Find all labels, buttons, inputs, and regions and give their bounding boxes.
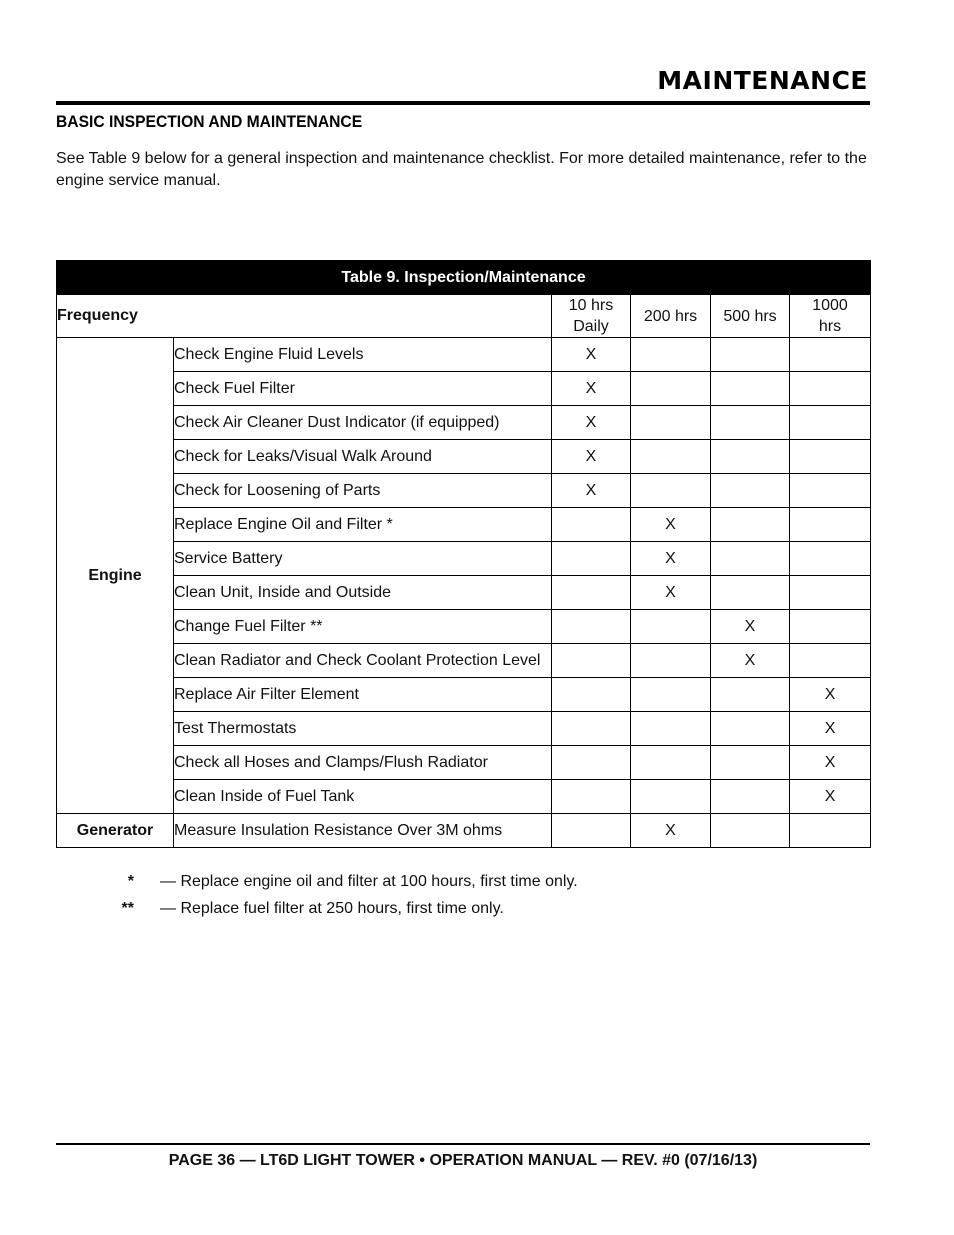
frequency-label: Frequency <box>57 295 552 338</box>
task-cell: Clean Unit, Inside and Outside <box>174 576 552 610</box>
interval-mark <box>711 678 790 712</box>
interval-mark <box>790 814 871 848</box>
interval-mark: X <box>790 746 871 780</box>
column-header: 200 hrs <box>631 295 711 338</box>
interval-mark <box>552 678 631 712</box>
interval-mark <box>552 576 631 610</box>
footnote-symbol: * <box>127 872 134 890</box>
task-cell: Clean Inside of Fuel Tank <box>174 780 552 814</box>
interval-mark <box>711 372 790 406</box>
column-header: 10 hrs Daily <box>552 295 631 338</box>
task-cell: Check for Loosening of Parts <box>174 474 552 508</box>
footnotes <box>56 868 870 922</box>
interval-mark <box>790 576 871 610</box>
task-cell: Check Fuel Filter <box>174 372 552 406</box>
interval-mark <box>552 542 631 576</box>
footnote-text: — Replace engine oil and filter at 100 hours, first time only. <box>160 872 578 890</box>
interval-mark <box>711 406 790 440</box>
interval-mark <box>790 474 871 508</box>
interval-mark: X <box>790 780 871 814</box>
table-row <box>57 576 871 610</box>
interval-mark: X <box>711 644 790 678</box>
interval-mark <box>631 440 711 474</box>
interval-mark <box>631 746 711 780</box>
interval-mark: X <box>711 610 790 644</box>
interval-mark <box>790 372 871 406</box>
table-row <box>57 542 871 576</box>
interval-mark: X <box>790 678 871 712</box>
intro-paragraph: See Table 9 below for a general inspection and maintenance checklist. For more detailed maintenance, refer to the engine service manual. <box>56 150 867 189</box>
interval-mark <box>552 814 631 848</box>
interval-mark <box>790 338 871 372</box>
table-row <box>57 746 871 780</box>
footnote <box>56 868 870 895</box>
interval-mark: X <box>631 814 711 848</box>
top-divider <box>56 101 870 105</box>
interval-mark <box>552 746 631 780</box>
interval-mark <box>711 542 790 576</box>
interval-mark <box>711 338 790 372</box>
footnote <box>56 895 870 922</box>
interval-mark <box>711 440 790 474</box>
table-row <box>57 678 871 712</box>
interval-mark <box>631 610 711 644</box>
table-row <box>57 610 871 644</box>
task-cell: Check for Leaks/Visual Walk Around <box>174 440 552 474</box>
bottom-divider <box>56 1143 870 1145</box>
interval-mark <box>711 780 790 814</box>
task-cell: Change Fuel Filter ** <box>174 610 552 644</box>
interval-mark <box>631 780 711 814</box>
task-cell: Service Battery <box>174 542 552 576</box>
table-row <box>57 440 871 474</box>
interval-mark: X <box>552 440 631 474</box>
interval-mark <box>711 712 790 746</box>
group-label: Engine <box>57 338 174 814</box>
table-body <box>57 338 871 848</box>
task-cell: Check all Hoses and Clamps/Flush Radiator <box>174 746 552 780</box>
footnote-text: — Replace fuel filter at 250 hours, first time only. <box>160 899 504 917</box>
interval-mark <box>790 440 871 474</box>
task-cell: Check Air Cleaner Dust Indicator (if equipped) <box>174 406 552 440</box>
interval-mark <box>631 678 711 712</box>
table-row <box>57 644 871 678</box>
task-cell: Replace Air Filter Element <box>174 678 552 712</box>
interval-mark <box>631 338 711 372</box>
interval-mark <box>631 372 711 406</box>
interval-mark <box>552 508 631 542</box>
interval-mark <box>552 712 631 746</box>
interval-mark <box>631 406 711 440</box>
interval-mark: X <box>631 542 711 576</box>
table-row <box>57 712 871 746</box>
column-header: 500 hrs <box>711 295 790 338</box>
interval-mark: X <box>552 372 631 406</box>
interval-mark: X <box>790 712 871 746</box>
table-row <box>57 474 871 508</box>
table-caption: Table 9. Inspection/Maintenance <box>57 261 871 295</box>
interval-mark <box>631 712 711 746</box>
table-row <box>57 406 871 440</box>
task-cell: Test Thermostats <box>174 712 552 746</box>
table-row <box>57 508 871 542</box>
column-header: 1000 hrs <box>790 295 871 338</box>
section-title: MAINTENANCE <box>657 66 868 95</box>
interval-mark <box>790 542 871 576</box>
interval-mark <box>790 644 871 678</box>
task-cell: Clean Radiator and Check Coolant Protection Level <box>174 644 552 678</box>
interval-mark <box>790 610 871 644</box>
interval-mark <box>711 814 790 848</box>
table-row <box>57 780 871 814</box>
table-row <box>57 372 871 406</box>
interval-mark <box>631 644 711 678</box>
task-cell: Replace Engine Oil and Filter * <box>174 508 552 542</box>
interval-mark <box>552 644 631 678</box>
task-cell: Check Engine Fluid Levels <box>174 338 552 372</box>
interval-mark: X <box>631 508 711 542</box>
interval-mark: X <box>552 474 631 508</box>
task-cell: Measure Insulation Resistance Over 3M ohms <box>174 814 552 848</box>
table-row <box>57 814 871 848</box>
page-footer: PAGE 36 — LT6D LIGHT TOWER • OPERATION MANUAL — REV. #0 (07/16/13) <box>168 1152 758 1169</box>
interval-mark <box>790 508 871 542</box>
table-header-row <box>57 295 871 338</box>
group-label: Generator <box>57 814 174 848</box>
interval-mark <box>552 780 631 814</box>
interval-mark: X <box>552 406 631 440</box>
maintenance-table <box>56 260 871 848</box>
interval-mark: X <box>631 576 711 610</box>
footnote-symbol: ** <box>121 899 134 917</box>
interval-mark <box>790 406 871 440</box>
interval-mark: X <box>552 338 631 372</box>
interval-mark <box>711 474 790 508</box>
interval-mark <box>711 576 790 610</box>
interval-mark <box>552 610 631 644</box>
table-row <box>57 338 871 372</box>
interval-mark <box>711 746 790 780</box>
interval-mark <box>711 508 790 542</box>
subheading: BASIC INSPECTION AND MAINTENANCE <box>56 112 363 131</box>
interval-mark <box>631 474 711 508</box>
